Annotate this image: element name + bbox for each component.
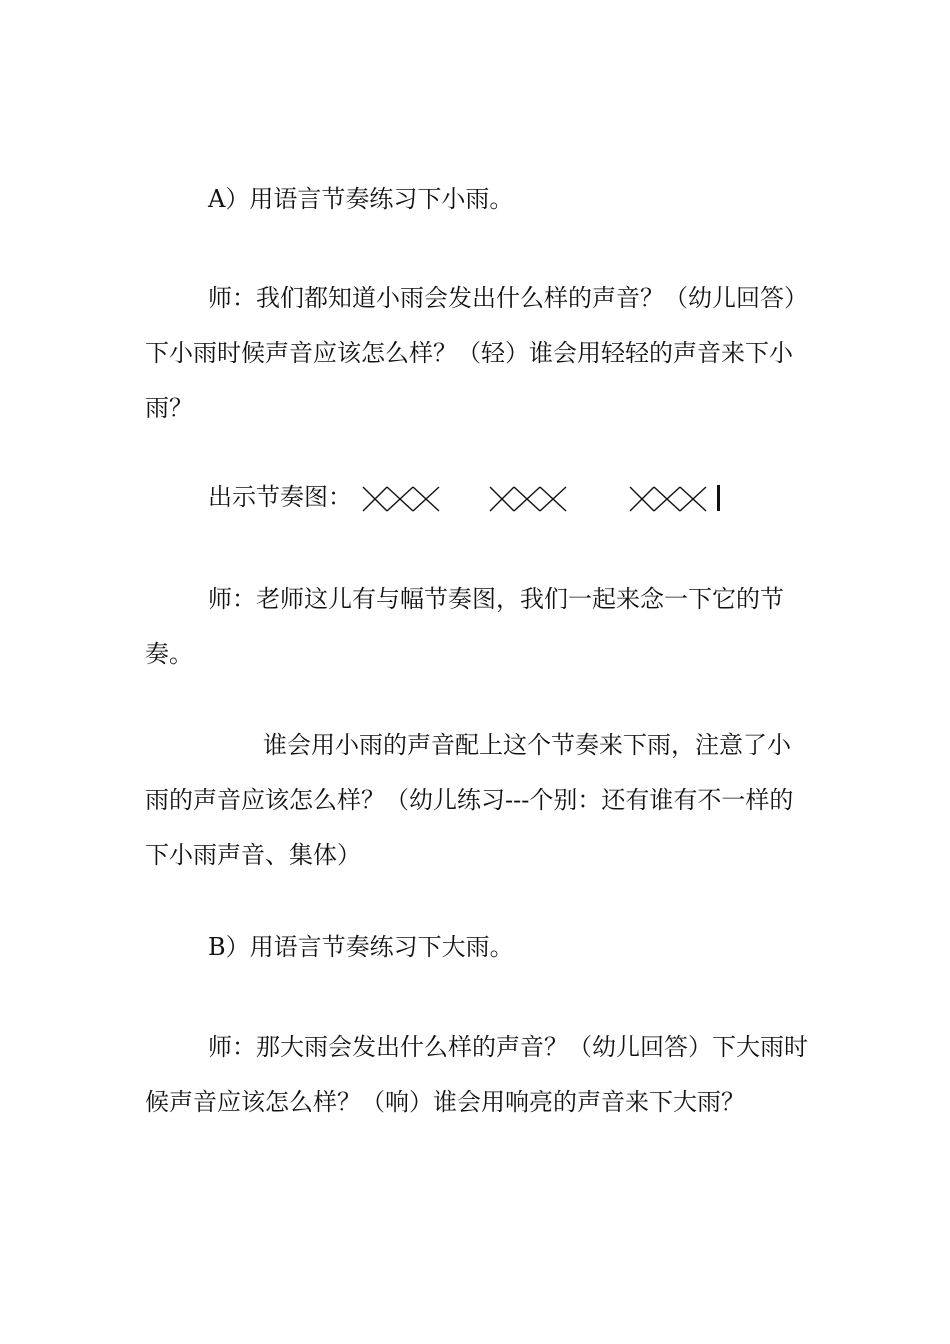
paragraph-big-rain-heading: B）用语言节奏练习下大雨。 bbox=[208, 933, 514, 961]
paragraph-big-rain-question: 师：那大雨会发出什么样的声音？（幼儿回答）下大雨时候声音应该怎么样？（响）谁会用响亮的声音来下大雨？ bbox=[145, 1033, 808, 1116]
rhythm-group-1 bbox=[361, 485, 441, 513]
rhythm-line bbox=[208, 470, 828, 525]
paragraph-small-rain-practice: 谁会用小雨的声音配上这个节奏来下雨，注意了小雨的声音应该怎么样？（幼儿练习---个别：还有谁有不一样的下小雨声音、集体） bbox=[145, 731, 794, 869]
rhythm-xxx-icon bbox=[361, 485, 441, 513]
paragraph-small-rain-heading: A）用语言节奏练习下小雨。 bbox=[208, 185, 514, 213]
rhythm-group-3 bbox=[628, 485, 708, 513]
rhythm-label: 出示节奏图： bbox=[208, 483, 352, 511]
paragraph-small-rain-question: 师：我们都知道小雨会发出什么样的声音？（幼儿回答）下小雨时候声音应该怎么样？（轻）谁会用轻轻的声音来下小雨？ bbox=[145, 284, 808, 422]
rhythm-group-2 bbox=[488, 485, 568, 513]
paragraph-rhythm-intro: 师：老师这儿有与幅节奏图，我们一起来念一下它的节奏。 bbox=[145, 585, 784, 668]
rhythm-barline-icon bbox=[717, 485, 720, 511]
rhythm-xxx-icon bbox=[628, 485, 708, 513]
rhythm-xxx-icon bbox=[488, 485, 568, 513]
